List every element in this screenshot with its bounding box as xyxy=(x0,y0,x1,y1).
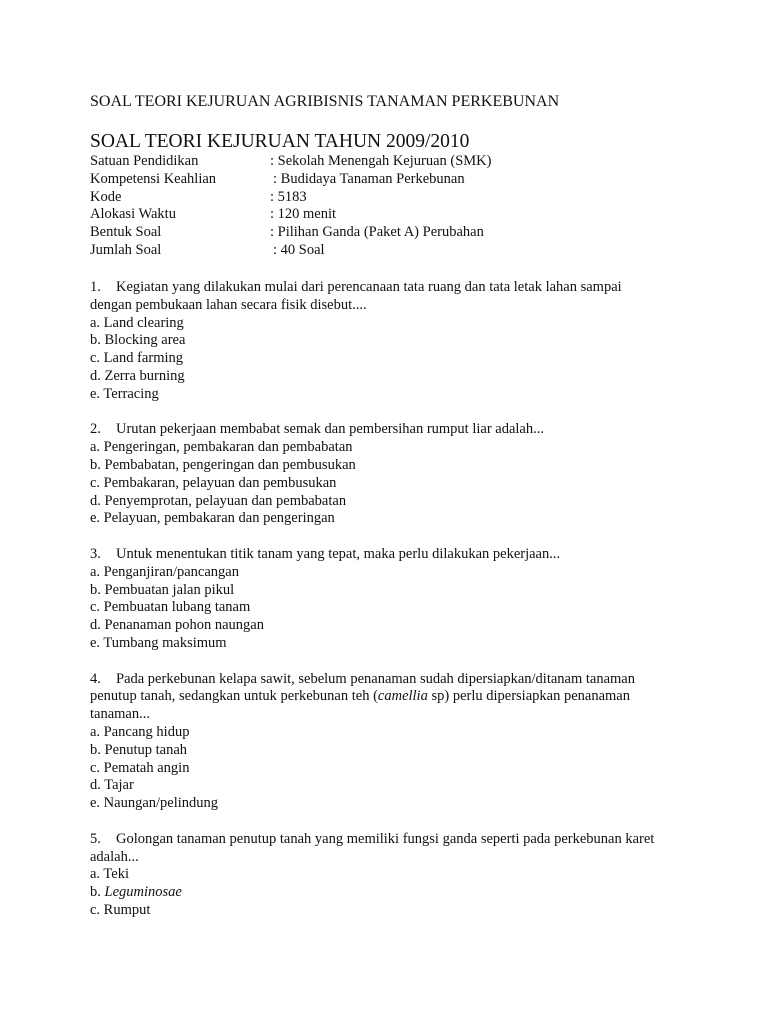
meta-label: Jumlah Soal xyxy=(90,241,162,258)
exam-info-table xyxy=(90,153,690,260)
question-stem xyxy=(90,831,660,867)
meta-value: : 5183 xyxy=(270,188,307,205)
question-text-after: sp) perlu dipersiapkan penanaman tanaman... xyxy=(90,688,630,723)
option-b: b. Penutup tanah xyxy=(90,741,188,758)
question-number: 3. xyxy=(90,545,101,562)
meta-row-kode xyxy=(90,189,690,207)
option-c: c. Pematah angin xyxy=(90,759,190,776)
option-d: d. Zerra burning xyxy=(90,367,185,384)
question-stem xyxy=(90,421,660,439)
option-d: d. Tajar xyxy=(90,777,134,794)
question-5 xyxy=(90,831,660,920)
option-e: e. Naungan/pelindung xyxy=(90,795,219,812)
question-4 xyxy=(90,671,660,813)
meta-value: : Budidaya Tanaman Perkebunan xyxy=(273,170,465,187)
option-d: d. Penanaman pohon naungan xyxy=(90,617,264,634)
meta-row-bentuk-soal xyxy=(90,224,690,242)
option-prefix: b. xyxy=(90,884,105,901)
document-subtitle: SOAL TEORI KEJURUAN TAHUN 2009/2010 xyxy=(90,131,470,152)
meta-value: : Pilihan Ganda (Paket A) Perubahan xyxy=(270,224,484,241)
meta-row-kompetensi-keahlian xyxy=(90,171,690,189)
option-b xyxy=(90,884,660,902)
meta-label: Satuan Pendidikan xyxy=(90,153,199,169)
question-stem xyxy=(90,279,660,315)
question-text-before: Pada perkebunan kelapa sawit, sebelum penanaman sudah dipersiapkan/ditanam tanaman penutup tanah, sedangkan untuk perkebunan teh ( xyxy=(90,670,635,705)
meta-label: Alokasi Waktu xyxy=(90,206,176,223)
document-title: SOAL TEORI KEJURUAN AGRIBISNIS TANAMAN PERKEBUNAN xyxy=(90,93,560,110)
question-number: 2. xyxy=(90,421,101,438)
option-text-italic: Leguminosae xyxy=(104,884,182,901)
question-text: Golongan tanaman penutup tanah yang memiliki fungsi ganda seperti pada perkebunan karet adalah... xyxy=(90,830,655,865)
meta-label: Kompetensi Keahlian xyxy=(90,170,217,187)
meta-row-alokasi-waktu xyxy=(90,206,690,224)
option-e: e. Tumbang maksimum xyxy=(90,634,227,651)
meta-label: Kode xyxy=(90,188,122,205)
option-a: a. Pengeringan, pembakaran dan pembabatan xyxy=(90,439,353,456)
question-stem xyxy=(90,671,660,724)
question-text: Untuk menentukan titik tanam yang tepat, maka perlu dilakukan pekerjaan... xyxy=(116,545,561,562)
option-b: b. Blocking area xyxy=(90,332,186,349)
meta-label: Bentuk Soal xyxy=(90,224,162,241)
option-b: b. Pembabatan, pengeringan dan pembusukan xyxy=(90,456,356,473)
option-a: a. Penganjiran/pancangan xyxy=(90,563,239,580)
option-d: d. Penyemprotan, pelayuan dan pembabatan xyxy=(90,492,347,509)
question-stem xyxy=(90,546,660,564)
option-a: a. Land clearing xyxy=(90,314,184,331)
question-1 xyxy=(90,279,660,404)
question-number: 1. xyxy=(90,279,101,295)
question-2 xyxy=(90,421,660,528)
meta-value: : 40 Soal xyxy=(273,241,325,258)
option-c: c. Rumput xyxy=(90,901,151,918)
option-e: e. Terracing xyxy=(90,385,159,402)
option-c: c. Land farming xyxy=(90,350,184,367)
option-a: a. Pancang hidup xyxy=(90,723,190,740)
question-text-italic: camellia xyxy=(377,688,428,705)
option-c: c. Pembuatan lubang tanam xyxy=(90,599,251,616)
option-a: a. Teki xyxy=(90,866,129,883)
question-text: Kegiatan yang dilakukan mulai dari perencanaan tata ruang dan tata letak lahan sampai dengan pembukaan lahan secara fisik disebut.... xyxy=(90,279,622,313)
question-list xyxy=(90,279,660,937)
meta-row-satuan-pendidikan xyxy=(90,153,690,171)
option-c: c. Pembakaran, pelayuan dan pembusukan xyxy=(90,474,337,491)
meta-value: : Sekolah Menengah Kejuruan (SMK) xyxy=(270,153,492,169)
question-text: Urutan pekerjaan membabat semak dan pembersihan rumput liar adalah... xyxy=(116,421,544,438)
question-number: 5. xyxy=(90,830,101,847)
option-b: b. Pembuatan jalan pikul xyxy=(90,581,235,598)
question-number: 4. xyxy=(90,670,101,687)
option-e: e. Pelayuan, pembakaran dan pengeringan xyxy=(90,510,335,527)
meta-row-jumlah-soal xyxy=(90,242,690,260)
meta-value: : 120 menit xyxy=(270,206,337,223)
question-3 xyxy=(90,546,660,653)
